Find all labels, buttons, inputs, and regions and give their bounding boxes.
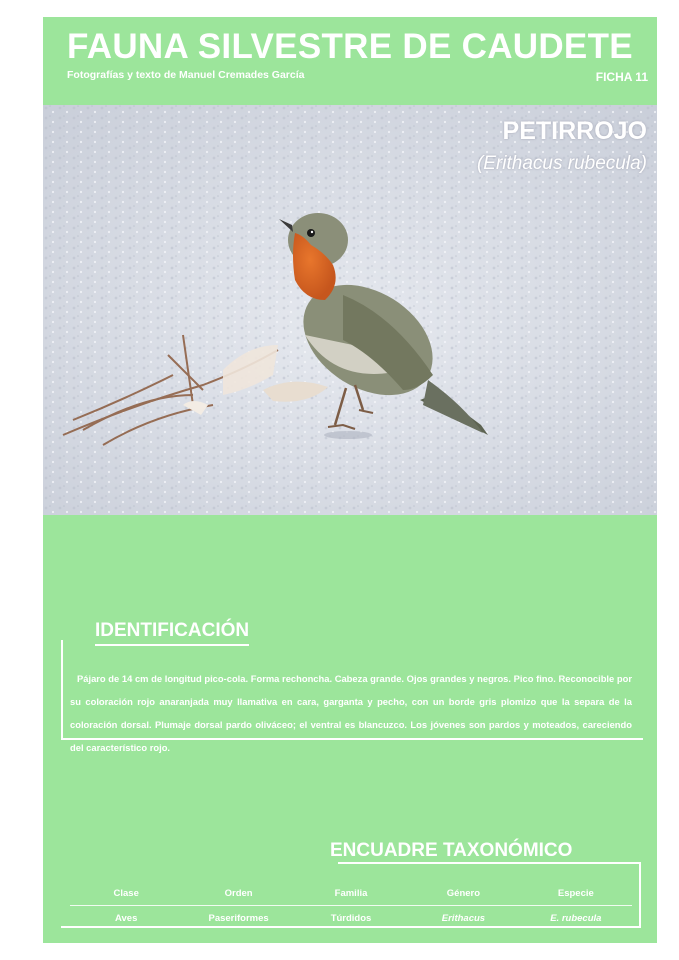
taxonomy-header-clase: Clase — [113, 887, 139, 899]
taxonomy-value-row — [70, 906, 632, 930]
taxonomy-header-orden: Orden — [224, 887, 253, 899]
taxonomy-value-genero: Erithacus — [441, 912, 486, 924]
sheet-number: FICHA 11 — [595, 70, 648, 84]
taxonomy-header-genero: Género — [446, 887, 481, 899]
species-common-name: PETIRROJO — [502, 117, 647, 145]
taxonomy-heading — [330, 840, 572, 862]
taxonomy-separator — [70, 905, 632, 906]
identification-text: Pájaro de 14 cm de longitud pico-cola. Forma rechoncha. Cabeza grande. Ojos grandes y negros. Pico fino. Reconocible por su coloración rojo anaranjada muy llamativa en cara, garganta y pecho, con un borde gris plomizo que la separa de la coloración dorsal. Plumaje dorsal pardo oliváceo; el ventral es blancuzco. Los jóvenes son pardos y moteados, careciendo del característico rojo. — [70, 673, 632, 753]
species-sheet — [43, 17, 657, 943]
taxonomy-header-familia: Familia — [334, 887, 368, 899]
taxonomy-value-familia: Túrdidos — [330, 912, 372, 924]
taxonomy-value-clase: Aves — [115, 912, 138, 924]
credits-line: Fotografías y texto de Manuel Cremades García — [67, 69, 305, 81]
taxonomy-heading-text: ENCUADRE TAXONÓMICO — [330, 840, 573, 861]
page-title: FAUNA SILVESTRE DE CAUDETE — [67, 27, 633, 66]
taxonomy-frame-topline — [338, 862, 641, 864]
taxonomy-header-especie: Especie — [557, 887, 594, 899]
species-scientific-name: (Erithacus rubecula) — [476, 153, 647, 174]
taxonomy-value-orden: Paseriformes — [208, 912, 269, 924]
sheet-header — [43, 17, 657, 105]
taxonomy-header-row — [70, 881, 632, 905]
robin-photo — [43, 105, 657, 515]
taxonomy-value-especie: E. rubecula — [550, 912, 602, 924]
identification-heading-text: IDENTIFICACIÓN — [95, 620, 250, 641]
taxonomy-table — [70, 881, 632, 930]
